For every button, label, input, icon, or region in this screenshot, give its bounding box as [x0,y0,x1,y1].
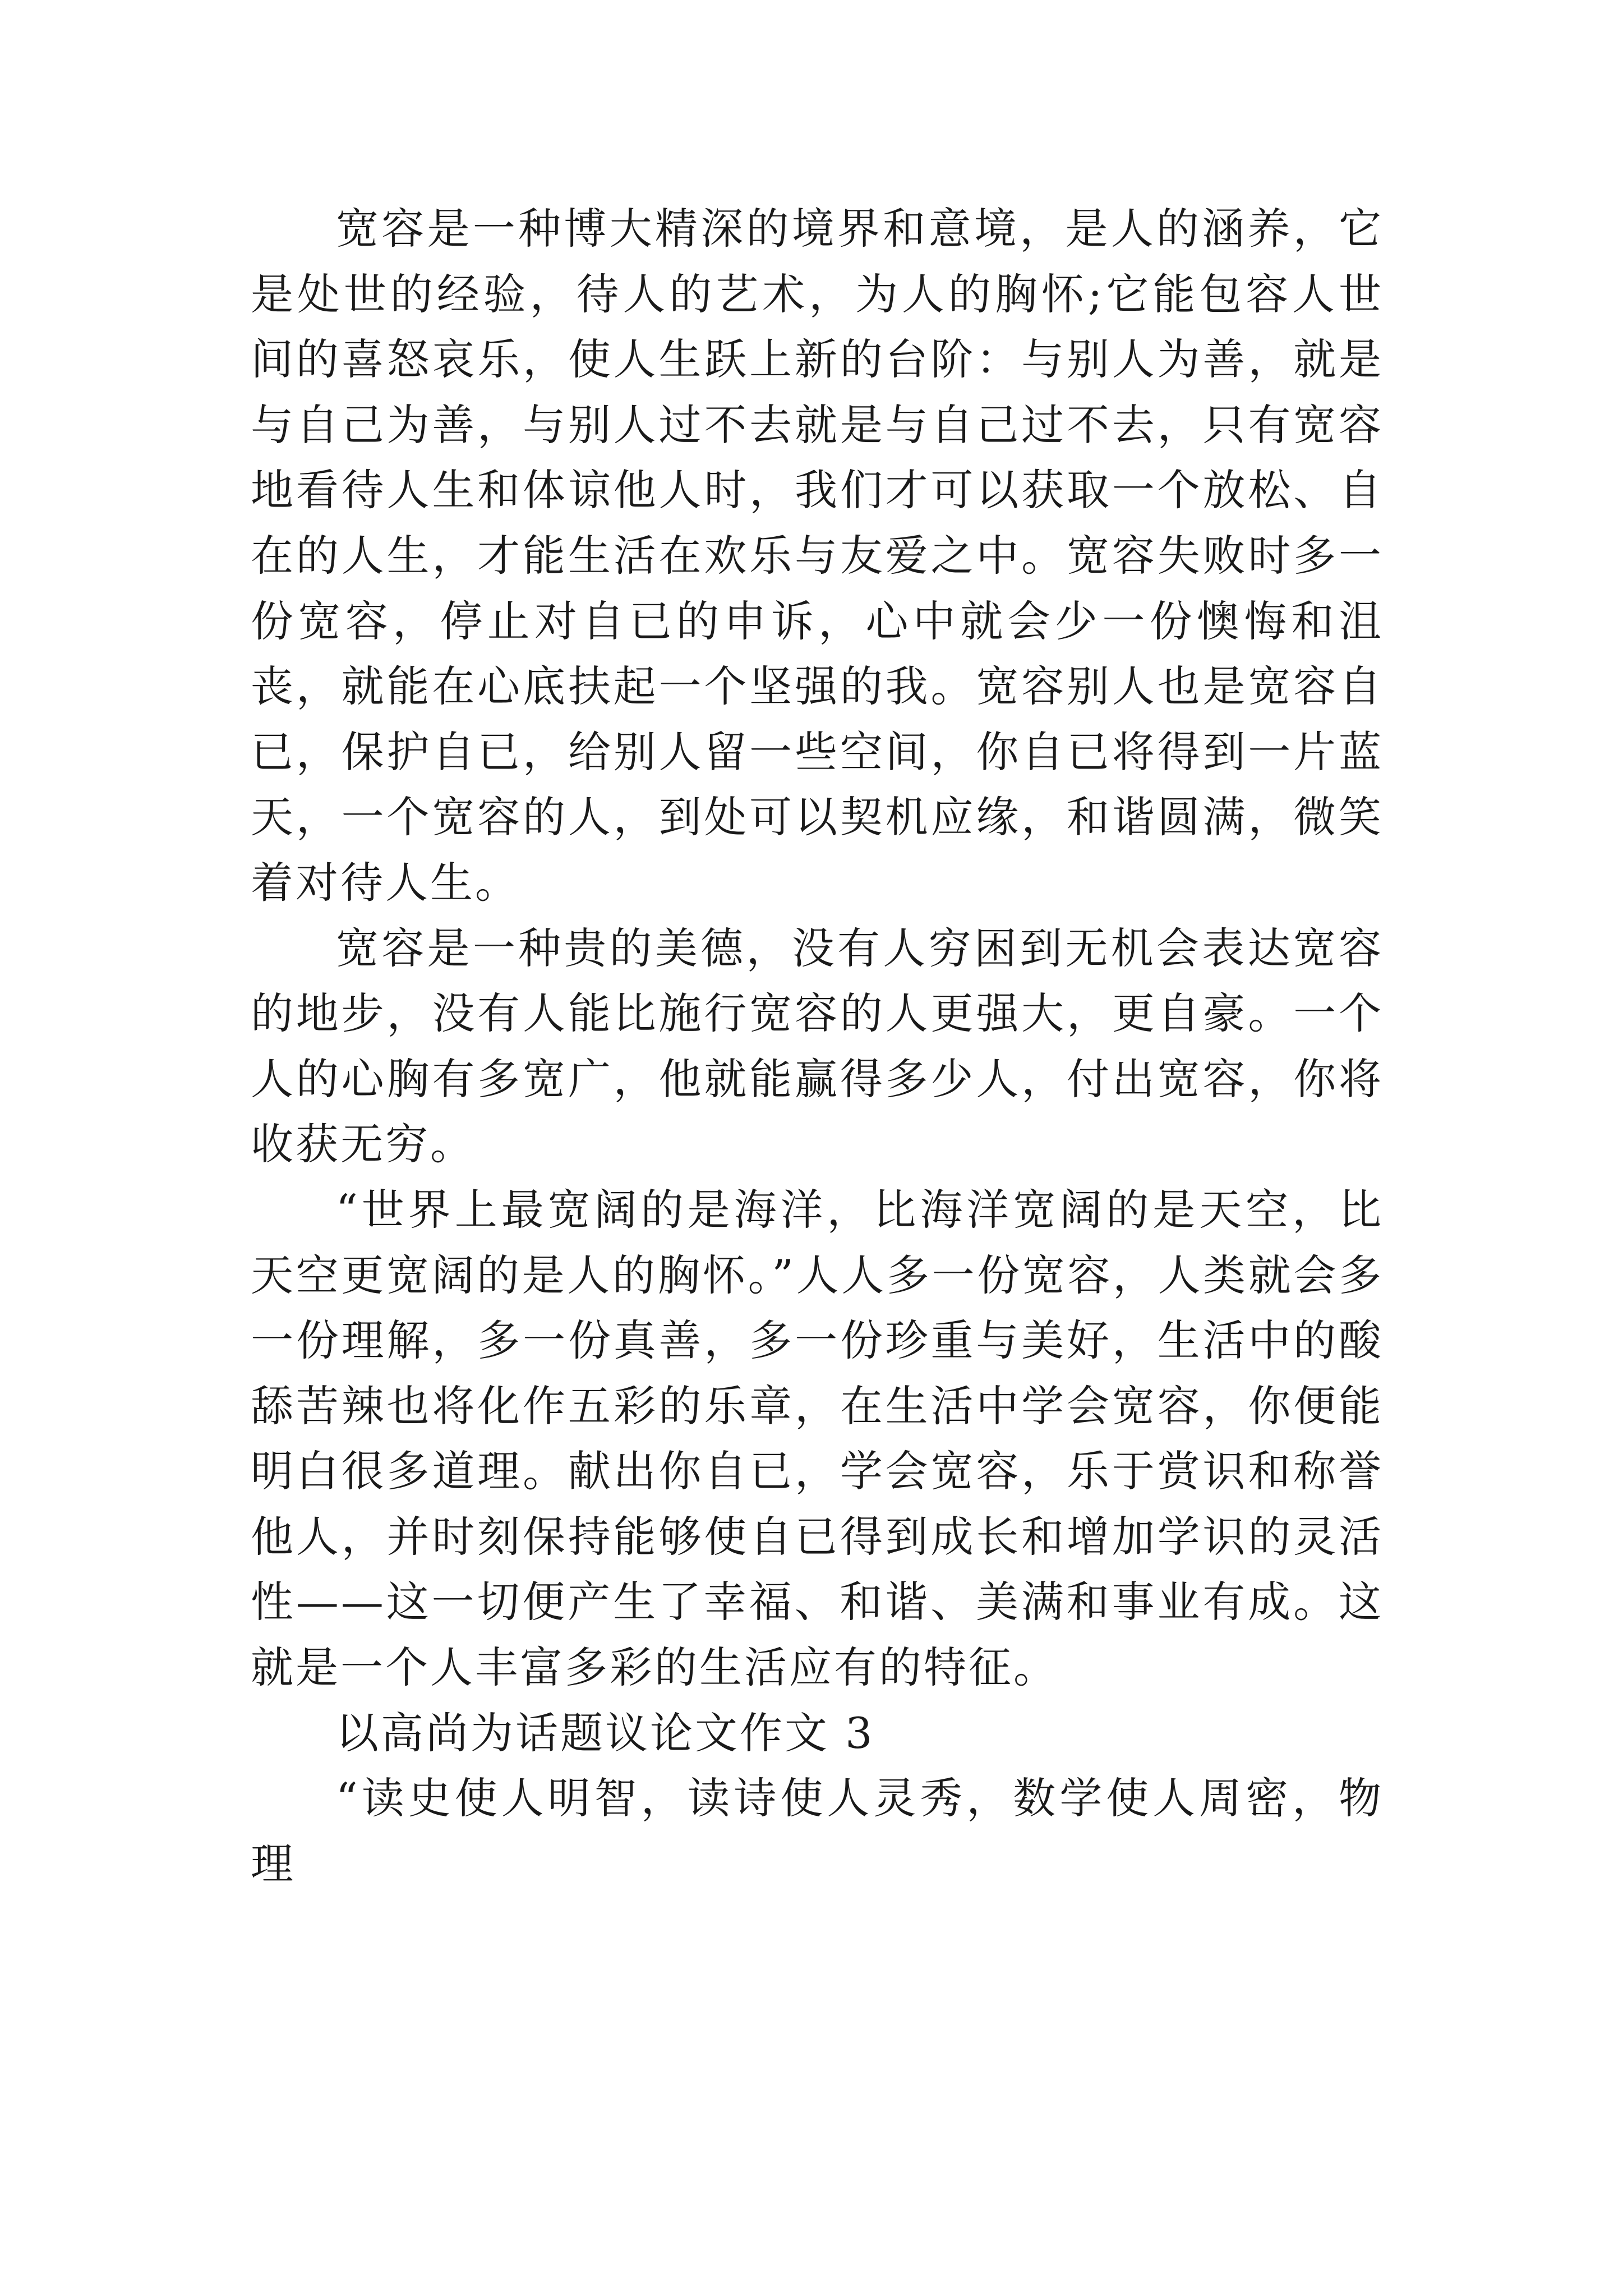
paragraph-reading-quote: “读史使人明智，读诗使人灵秀，数学使人周密，物理 [251,1773,1384,1889]
section-heading: 以高尚为话题议论文作文 3 [336,1708,875,1758]
paragraph-tolerance-definition: 宽容是一种博大精深的境界和意境，是人的涵养，它是处世的经验，待人的艺术，为人的胸怀;它能包容人世间的喜怒哀乐，使人生跃上新的台阶：与别人为善，就是与自己为善，与别人过不去就是与自己过不去，只有宽容地看待人生和体谅他人时，我们才可以获取一个放松、自在的人生，才能生活在欢乐与友爱之中。宽容失败时多一份宽容，停止对自已的申诉，心中就会少一份懊悔和沮丧，就能在心底扶起一个坚强的我。宽容别人也是宽容自已，保护自已，给别人留一些空间，你自已将得到一片蓝天，一个宽容的人，到处可以契机应缘，和谐圆满，微笑着对待人生。 [251,204,1384,908]
paragraph-tolerance-quote: “世界上最宽阔的是海洋，比海洋宽阔的是天空，比天空更宽阔的是人的胸怀。”人人多一份宽容，人类就会多一份理解，多一份真善，多一份珍重与美好，生活中的酸舔苦辣也将化作五彩的乐章，在生活中学会宽容，你便能明白很多道理。献出你自已，学会宽容，乐于赏识和称誉他人，并时刻保持能够使自已得到成长和增加学识的灵活性——这一切便产生了幸福、和谐、美满和事业有成。这就是一个人丰富多彩的生活应有的特征。 [251,1184,1384,1693]
paragraph-tolerance-virtue: 宽容是一种贵的美德，没有人穷困到无机会表达宽容的地步，没有人能比施行宽容的人更强大，更自豪。一个人的心胸有多宽广，他就能赢得多少人，付出宽容，你将收获无穷。 [251,923,1384,1170]
document-body [251,196,1384,1897]
